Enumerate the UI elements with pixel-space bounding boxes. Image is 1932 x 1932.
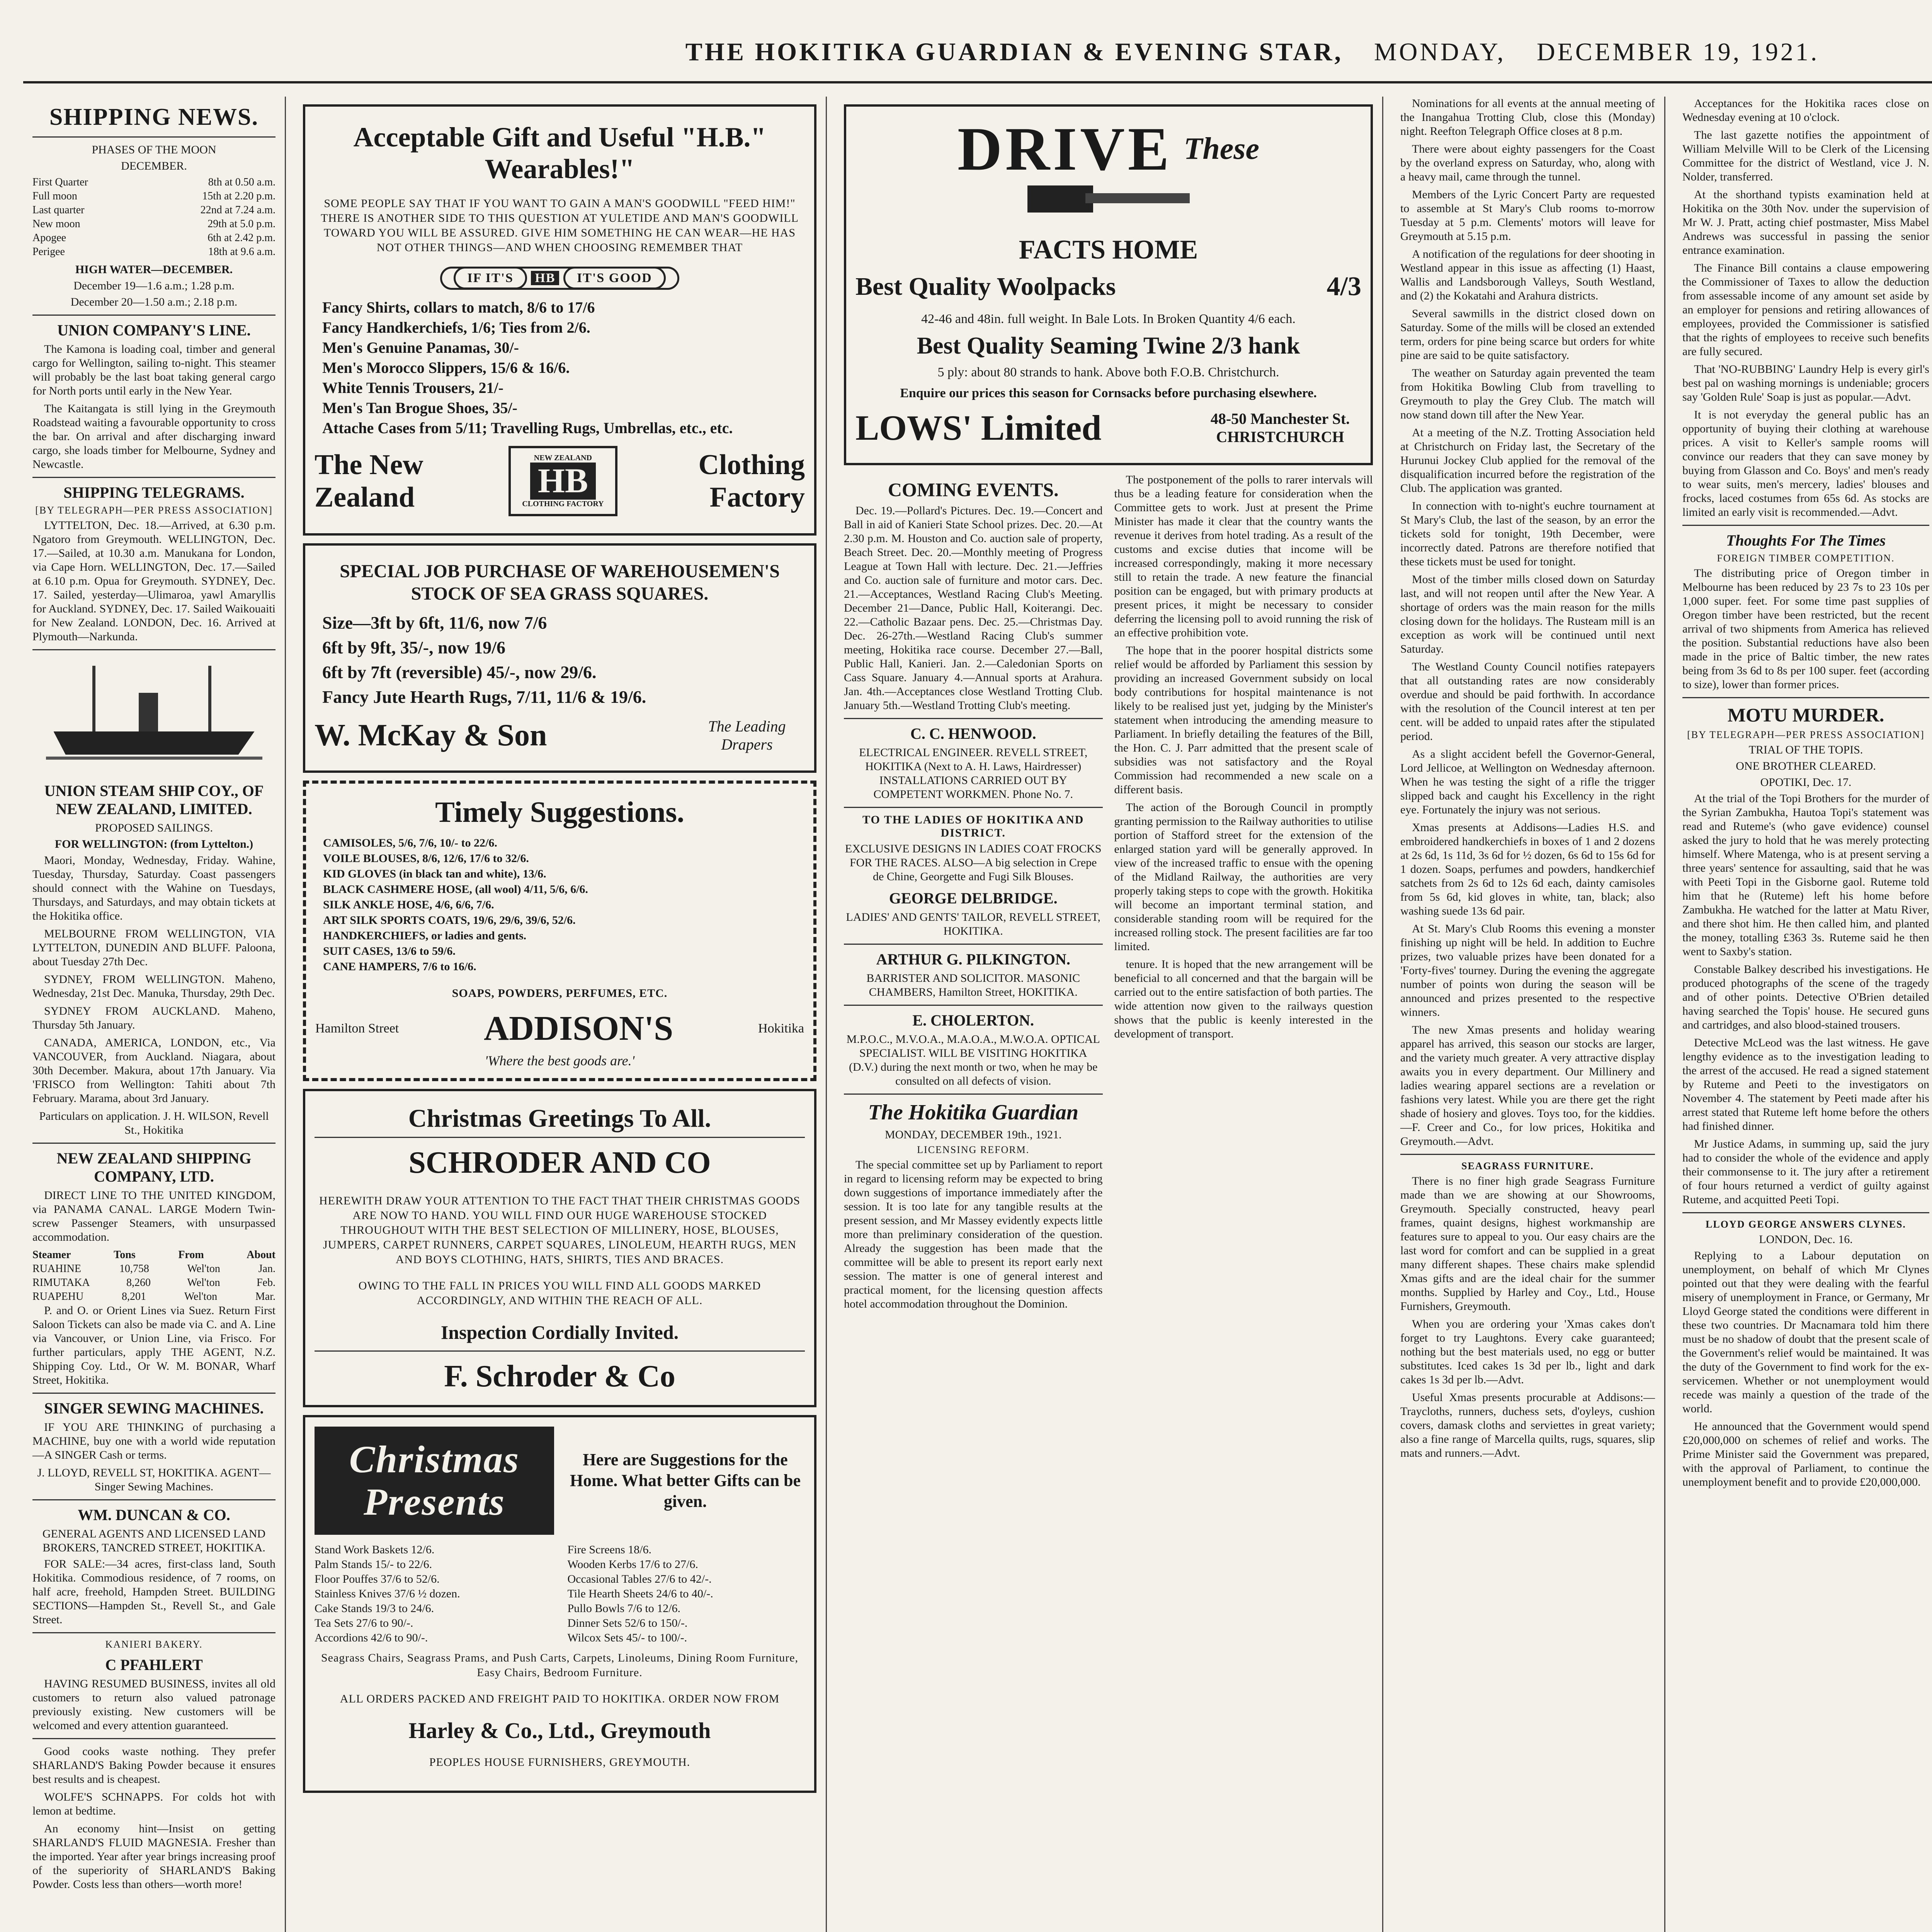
harley-list-item: Pullo Bowls 7/6 to 12/6.: [567, 1602, 681, 1615]
for-wellington: FOR WELLINGTON: (from Lyttelton.): [54, 838, 253, 850]
nzsc-paragraph: DIRECT LINE TO THE UNITED KINGDOM, via PANAMA CANAL. LARGE Modern Twin-screw Passenger Steamers, with unsurpassed accommodation.: [32, 1189, 276, 1243]
hb-list-item: White Tennis Trousers, 21/-: [322, 379, 503, 396]
henwood-text: ELECTRICAL ENGINEER. REVELL STREET, HOKITIKA (Next to A. H. Laws, Hairdresser) INSTALLATIONS CARRIED OUT BY COMPETENT WORKMEN. Phone No. 7.: [859, 746, 1088, 801]
harley-list-item: Dinner Sets 52/6 to 150/-.: [567, 1617, 688, 1629]
facts-home: FACTS HOME: [1019, 235, 1198, 265]
moon-table: [32, 175, 276, 259]
motu-dateline: OPOTIKI, Dec. 17.: [1760, 776, 1852, 789]
woolfe-paragraph: WOLFE'S SCHNAPPS. For colds hot with lemon at bedtime.: [32, 1791, 276, 1817]
mckay-list-item: Size—3ft by 6ft, 11/6, now 7/6: [322, 613, 547, 633]
mckay-list-item: Fancy Jute Hearth Rugs, 7/11, 11/6 & 19/6.: [322, 687, 646, 707]
steamer-row: RIMUTAKA 8,260 Wel'ton Feb.: [32, 1277, 276, 1289]
delbridge-text: LADIES' AND GENTS' TAILOR, REVELL STREET, HOKITIKA.: [846, 911, 1101, 937]
nzsc-note: P. and O. or Orient Lines via Suez. Return First Saloon Tickets can also be made via C. and A. Line via Vancouver, or Union Line, via Frisco. For further particulars, apply THE AGENT, N.Z. Shipping Coy. Ltd., Or W. M. BONAR, Wharf Street, Hokitika.: [32, 1304, 276, 1386]
guardian-date: MONDAY, DECEMBER 19th., 1921.: [884, 1128, 1062, 1141]
foreign-heading: FOREIGN TIMBER COMPETITION.: [1717, 553, 1895, 564]
sydney-wellington-paragraph: SYDNEY, FROM WELLINGTON. Maheno, Wednesday, 21st Dec. Manuka, Thursday, 29th Dec.: [32, 973, 276, 1000]
lows-address: 48-50 Manchester St. CHRISTCHURCH: [1210, 410, 1350, 446]
moon-row: New moon 29th at 5.0 p.m.: [32, 218, 276, 230]
guardian-masthead: The Hokitika Guardian: [868, 1100, 1079, 1124]
steamer-table-header: Steamer Tons From About: [32, 1249, 276, 1261]
timely-list: [323, 835, 796, 975]
henwood-name: C. C. HENWOOD.: [910, 725, 1036, 742]
hb-intro: SOME PEOPLE SAY THAT IF YOU WANT TO GAIN A MAN'S GOODWILL "FEED HIM!" THERE IS ANOTHER SIDE TO THIS QUESTION AT YULETIDE AND MAN'S GOODWILL TOWARD YOU WILL BE ASSURED. GIVE HIM SOMETHING HE CAN WEAR—HE HAS NOT OTHER THINGS—AND WHEN CHOOSING REMEMBER THAT: [321, 197, 799, 254]
hb-footer: [315, 446, 805, 516]
hammer-icon: [1027, 185, 1190, 232]
news-item: In connection with to-night's euchre tournament at St Mary's Club, the last of the season, by an error the tickets sold for tonight, 19th December, were incorrectly dated. Patrons are therefore notified that these tickets must be used for tonight.: [1400, 500, 1655, 568]
news-item: When you are ordering your 'Xmas cakes don't forget to try Laughtons. Every cake guaranteed; nothing but the best materials used, no egg or butter substitutes. Iced cakes 1s 3d per lb., light and dark cakes 1s 3d per lb.—Advt.: [1400, 1318, 1655, 1386]
bakery-heading: KANIERI BAKERY.: [105, 1639, 203, 1650]
motu-paragraph: Constable Balkey described his investigations. He produced photographs of the scene of the tragedy and of other points. Detective O'Brien detailed having searched the Topis' house. He secured guns and cartridges, and also blood-stained trousers.: [1682, 963, 1929, 1031]
harley-list-item: Occasional Tables 27/6 to 42/-.: [567, 1573, 712, 1585]
moon-row: Last quarter 22nd at 7.24 a.m.: [32, 204, 276, 216]
schroder-name: SCHRODER AND CO: [408, 1146, 711, 1180]
motu-paragraph: Detective McLeod was the last witness. He gave lengthy evidence as to the investigation leading to the arrest of the accused. He read a signed statement by Ruteme and Peeti to the investigators on November 4. The statement by Peeti made after his arrest stated that Ruteme left home before the others had finished dinner.: [1682, 1036, 1929, 1133]
news-item: The last gazette notifies the appointment of William Melville Will to be Clerk of the Licensing Committee for the district of Westland, vice J. N. Nolder, transferred.: [1682, 129, 1929, 183]
harley-list-item: Wooden Kerbs 17/6 to 27/6.: [567, 1558, 698, 1571]
clynes-paragraph: He announced that the Government would spend £20,000,000 on schemes of relief and works. The Prime Minister said the Government was prepared, with the approval of Parliament, to continue the unemployment benefit and to provide £20,000,000.: [1682, 1420, 1929, 1488]
motu-cleared: ONE BROTHER CLEARED.: [1736, 760, 1876, 772]
canada-paragraph: CANADA, AMERICA, LONDON, etc., Via VANCOUVER, from Auckland. Niagara, about 30th December. Makura, about 17th January. Via 'FRISCO from Wellington: Tahiti about 7th February. Marama, about 3rd January.: [32, 1036, 276, 1105]
moon-heading: PHASES OF THE MOON: [92, 143, 216, 156]
news-item: It is not everyday the general public has an opportunity of buying their clothing at warehouse prices. A visit to Keller's sample rooms will convince our readers that they can save money by buying from Glasson and Co. Boys' and men's ready to wear suits, men's mercery, ladies' blouses and frocks, laced costumes from 65s 6d. As stocks are limited an early visit is recommended.—Advt.: [1682, 408, 1929, 519]
harley-list-item: Cake Stands 19/3 to 24/6.: [315, 1602, 434, 1615]
lows-advertisement: [844, 104, 1373, 465]
usco-title: UNION STEAM SHIP COY., OF NEW ZEALAND, LIMITED.: [44, 782, 264, 818]
twine-line: Best Quality Seaming Twine 2/3 hank: [917, 333, 1300, 359]
hb-price-list: [322, 298, 797, 438]
cholerton-name: E. CHOLERTON.: [912, 1012, 1034, 1029]
hospital-paragraph: The hope that in the poorer hospital districts some relief would be afforded by Parliament this session by providing an increased Government subsidy on local body contributions for hospital maintenance is not likely to be realised just yet, judging by the Minister's statement when introducing the amending measure to Parliament. In briefly detailing the features of the Bill, the Hon. C. J. Parr admitted that the present scale of subsidies was not satisfactory and the Royal Commission had recommended a new scale on a different basis.: [1114, 644, 1373, 796]
seagrass-heading: SEAGRASS FURNITURE.: [1461, 1160, 1594, 1172]
drive-headline: DRIVE: [957, 114, 1172, 183]
paper-day: MONDAY,: [1374, 38, 1506, 66]
timely-list-item: CANE HAMPERS, 7/6 to 16/6.: [323, 960, 476, 973]
newspaper-page: [23, 23, 1932, 1932]
harley-list-item: Accordions 42/6 to 90/-.: [315, 1631, 428, 1644]
timely-list-item: HANDKERCHIEFS, or ladies and gents.: [323, 929, 527, 942]
hb-title: Acceptable Gift and Useful "H.B." Wearables!": [353, 122, 766, 184]
borough-paragraph: The action of the Borough Council in promptly granting permission to the Railway authorities to utilise portion of Stafford street for the extension of the enlarged station yard will be generally approved. In view of the increased traffic to ensue with the opening of the Midland Railway, the authorities are very properly taking steps to cope with the growth. Hokitika will become an important terminal station, and considerable standing room will be required for the increased rolling stock. The present facilities are far too limited.: [1114, 801, 1373, 953]
mckay-advertisement: [303, 543, 816, 773]
harley-subtitle: PEOPLES HOUSE FURNISHERS, GREYMOUTH.: [429, 1756, 690, 1769]
news-item: A notification of the regulations for deer shooting in Westland appear in this issue as affecting (1) Haast, Wallis and Landsborough Valleys, South Westland, and (2) the Kokatahi and Arahura districts.: [1400, 248, 1655, 302]
addison-advertisement: [303, 781, 816, 1081]
nzsc-title: NEW ZEALAND SHIPPING COMPANY, LTD.: [56, 1150, 252, 1185]
telegrams-heading: SHIPPING TELEGRAMS.: [63, 484, 245, 501]
high-water-row: December 19—1.6 a.m.; 1.28 p.m.: [73, 279, 235, 292]
clynes-heading: LLOYD GEORGE ANSWERS CLYNES.: [1706, 1219, 1906, 1230]
harley-list-item: Fire Screens 18/6.: [567, 1543, 651, 1556]
news-item: That 'NO-RUBBING' Laundry Help is every girl's best pal on washing mornings is undeniable; grocers say 'Golden Rule' Soap is just as popular.—Advt.: [1682, 363, 1929, 403]
schroder-invite: Inspection Cordially Invited.: [440, 1321, 679, 1343]
licensing-paragraph: The special committee set up by Parliament to report in regard to licensing reform may be expected to bring down suggestions of importance immediately after the session. It is too late for any tangible results at the present session, and Mr Massey evidently expects little more than preliminary consideration of the question. Already the suggestion has been made that the committee will be able to present its report early next session. The matter is one of general interest and practical moment, for the licensing question affects hotel accommodation throughout the Dominion.: [844, 1158, 1103, 1310]
twine-detail: 5 ply: about 80 strands to hank. Above both F.O.B. Christchurch.: [937, 365, 1279, 379]
news-item: Members of the Lyric Concert Party are requested to assemble at St Mary's Club rooms to-morrow Tuesday at 5 p.m. Clements' motors will leave for Greymouth at 5.15 p.m.: [1400, 188, 1655, 243]
twine-note: Enquire our prices this season for Cornsacks before purchasing elsewhere.: [900, 386, 1317, 400]
press-credit: [BY TELEGRAPH—PER PRESS ASSOCIATION]: [35, 505, 273, 516]
mckay-name: W. McKay & Son: [315, 718, 547, 752]
cooks-paragraph: Good cooks waste nothing. They prefer SHARLAND'S Baking Powder because it ensures best results and is cheapest.: [32, 1745, 276, 1786]
harley-price-list: [315, 1543, 805, 1645]
timely-list-item: KID GLOVES (in black tan and white), 13/6.: [323, 867, 546, 880]
news-item: At a meeting of the N.Z. Trotting Association held at Christchurch on Friday last, the Secretary of the Hurunui Jockey Club applied for the removal of the disqualification incurred before the registration of the Club. The application was granted.: [1400, 426, 1655, 495]
hb-list-item: Fancy Shirts, collars to match, 8/6 to 17/6: [322, 299, 595, 316]
hb-slogan: IF IT'S HB IT'S GOOD: [315, 267, 805, 290]
column-advertisements: [294, 97, 827, 1932]
motu-press: [BY TELEGRAPH—PER PRESS ASSOCIATION]: [1687, 729, 1925, 740]
duncan-title: WM. DUNCAN & CO.: [78, 1506, 230, 1524]
shipping-news-heading: SHIPPING NEWS.: [49, 104, 259, 130]
harley-list-item: Tile Hearth Sheets 24/6 to 40/-.: [567, 1587, 713, 1600]
hb-logo: NEW ZEALAND HB CLOTHING FACTORY: [509, 446, 617, 516]
postponement-paragraph: The postponement of the polls to rarer intervals will thus be a leading feature for consideration when the Committee gets to work. Just at present the Prime Minister has made it clear that the country wants the revenue it derives from hotel trading. As a result of the customs and excise duties that income will be increased correspondingly, making it more necessary still to retain the trade. A new feature the financial position can be engaged, but with primary products at present prices, it might be necessary to consider deferring the licensing poll to avoid running the risk of an effective prohibition vote.: [1114, 473, 1373, 639]
timely-list-item: ART SILK SPORTS COATS, 19/6, 29/6, 39/6, 52/6.: [323, 914, 576, 927]
timely-list-item: VOILE BLOUSES, 8/6, 12/6, 17/6 to 32/6.: [323, 852, 529, 865]
pilkington-text: BARRISTER AND SOLICITOR. MASONIC CHAMBERS, Hamilton Street, HOKITIKA.: [866, 972, 1080, 998]
mckay-footer: [315, 717, 805, 753]
singer-paragraph: IF YOU ARE THINKING of purchasing a MACHINE, buy one with a world wide reputation—A SINGER Cash or terms.: [32, 1421, 276, 1461]
union-paragraph: The Kamona is loading coal, timber and general cargo for Wellington, sailing to-night. This steamer will probably be the last boat taking general cargo for North ports until early in the New Year.: [32, 343, 276, 397]
schroder-greeting: Christmas Greetings To All.: [408, 1104, 711, 1133]
cholerton-text: M.P.O.C., M.V.O.A., M.A.O.A., M.W.O.A. OPTICAL SPECIALIST. WILL BE VISITING HOKITIKA (D.V.) during the next month or two, when he may be consulted on all defects of vision.: [846, 1033, 1100, 1087]
lloyd-agent: J. LLOYD, REVELL ST, HOKITIKA. AGENT—Singer Sewing Machines.: [37, 1466, 271, 1493]
pfahlert-name: C PFAHLERT: [105, 1656, 203, 1673]
addison-slogan: 'Where the best goods are.': [485, 1053, 635, 1068]
paper-date: DECEMBER 19, 1921.: [1536, 38, 1820, 66]
duncan-sale: FOR SALE:—34 acres, first-class land, South Hokitika. Commodious residence, of 7 rooms, on half acre, freehold, Hampden Street. BUILDING SECTIONS—Hampden St., Revell St., and Gale Street.: [32, 1558, 276, 1626]
moon-row: Full moon 15th at 2.20 p.m.: [32, 190, 276, 202]
hb-list-item: Attache Cases from 5/11; Travelling Rugs, Umbrellas, etc., etc.: [322, 419, 733, 437]
news-item: Acceptances for the Hokitika races close on Wednesday evening at 10 o'clock.: [1682, 97, 1929, 124]
proposed-sailings: PROPOSED SAILINGS.: [95, 821, 213, 834]
pfahlert-paragraph: HAVING RESUMED BUSINESS, invites all old customers to return also valued patronage previously existing. New customers will be welcomed and every attention guaranteed.: [32, 1677, 276, 1732]
steamer-row: RUAHINE 10,758 Wel'ton Jan.: [32, 1263, 276, 1275]
hb-advertisement: [303, 104, 816, 536]
news-item: The Finance Bill contains a clause empowering the Commissioner of Taxes to allow the deduction from assessable income of any amount set aside by an employer for pensions and retiring allowances of employees, provided the Commissioner is satisfied that the rights of employees to receive such benefits are fully secured.: [1682, 262, 1929, 358]
paper-title: THE HOKITIKA GUARDIAN & EVENING STAR,: [685, 38, 1344, 66]
clynes-dateline: LONDON, Dec. 16.: [1759, 1233, 1853, 1246]
timely-list-item: CAMISOLES, 5/6, 7/6, 10/- to 22/6.: [323, 837, 497, 849]
timely-soaps: SOAPS, POWDERS, PERFUMES, ETC.: [452, 987, 668, 1000]
these-word: These: [1184, 131, 1260, 166]
news-item: At the shorthand typists examination held at Hokitika on the 30th Nov. under the supervision of Mr W. J. Pratt, acting chief postmaster, Miss Mabel Andrews was successful in passing the senior entrance examination.: [1682, 188, 1929, 257]
moon-row: Perigee 18th at 9.6 a.m.: [32, 246, 276, 258]
hb-footer-left: The New Zealand: [315, 449, 423, 513]
hb-list-item: Men's Morocco Slippers, 15/6 & 16/6.: [322, 359, 570, 376]
clynes-paragraph: Replying to a Labour deputation on unemployment, on behalf of which Mr Clynes pointed out that they were dealing with the fearful misery of unemployment in France, or Germany, Mr Lloyd George stated the conditions were different in these two countries. Dr Macnamara told him there must be no shadow of doubt that the present scale of the Government's relief would be maintained. It was the duty of the Government to find work for the ex-servicemen. Whether or not unemployment would recede was mainly a question of the trade of the world.: [1682, 1249, 1929, 1415]
steamer-row: RUAPEHU 8,201 Wel'ton Mar.: [32, 1291, 276, 1303]
harley-list-item: Wilcox Sets 45/- to 100/-.: [567, 1631, 687, 1644]
harley-orders: ALL ORDERS PACKED AND FREIGHT PAID TO HOKITIKA. ORDER NOW FROM: [340, 1692, 780, 1705]
motu-heading: MOTU MURDER.: [1727, 704, 1884, 726]
moon-row: First Quarter 8th at 0.50 a.m.: [32, 176, 276, 188]
lows-name: LOWS' Limited: [855, 408, 1102, 447]
wellington-paragraph: Maori, Monday, Wednesday, Friday. Wahine, Tuesday, Thursday, Saturday. Coast passengers should connect with the Wahine on Tuesdays, Thursdays, and Saturdays, and may obtain tickets at the Hokitika office.: [32, 854, 276, 922]
high-water-row: December 20—1.50 a.m.; 2.18 p.m.: [70, 296, 238, 308]
schroder-fall: OWING TO THE FALL IN PRICES YOU WILL FIND ALL GOODS MARKED ACCORDINGLY, AND WITHIN THE REACH OF ALL.: [358, 1279, 761, 1307]
harley-name: Harley & Co., Ltd., Greymouth: [408, 1718, 711, 1743]
harley-list-item: Stand Work Baskets 12/6.: [315, 1543, 435, 1556]
harley-list-item: Floor Pouffes 37/6 to 52/6.: [315, 1573, 440, 1585]
mckay-title: SPECIAL JOB PURCHASE OF WAREHOUSEMEN'S STOCK OF SEA GRASS SQUARES.: [340, 561, 780, 604]
pilkington-name: ARTHUR G. PILKINGTON.: [876, 951, 1070, 968]
coming-events-list: Dec. 19.—Pollard's Pictures. Dec. 19.—Concert and Ball in aid of Kanieri State School prizes. Dec. 20.—At 2.30 p.m. M. Houston and Co. auction sale of property, Beach Street. Dec. 20.—Monthly meeting of Progress League at Town Hall with lecture. Dec. 21.—Jeffries and Co. auction sale of furniture and motor cars. Dec. 21.—Acceptances, Westland Racing Club's Meeting. December 21—Dance, Public Hall, Koiterangi. Dec. 22.—Catholic Bazaar pens. Dec. 25.—Christmas Day. Dec. 26-27th.—Westland Racing Club's summer meeting, Hokitika race course. December 27.—Ball, Public Hall, Kanieri. Jan. 2.—Caledonian Sports on Cass Square. January 4.—Annual sports at Arahura. Jan. 4th.—Acceptances close Westland Trotting Club. January 5th.—Westland Trotting Club's meeting.: [844, 504, 1103, 712]
licensing-heading: LICENSING REFORM.: [917, 1144, 1030, 1155]
news-item: Useful Xmas presents procurable at Addisons:—Traycloths, runners, duchess sets, d'oyleys, cushion covers, damask cloths and serviettes in great variety; also a fine range of Marcella quilts, rugs, squares, slip mats and runners.—Advt.: [1400, 1391, 1655, 1459]
telegrams-paragraph: LYTTELTON, Dec. 18.—Arrived, at 6.30 p.m. Ngatoro from Greymouth. WELLINGTON, Dec. 17.—Sailed, at 10.30 a.m. Manukana for London, via Cape Horn. WELLINGTON, Dec. 17.—Sailed at 6.10 p.m. Opua for Greymouth. SYDNEY, Dec. 17. Sailed, yesterday—Ulimaroa, yawl Amaryllis for Auckland. SYDNEY, Dec. 17. Sailed Waikouaiti for New Zealand. LONDON, Dec. 16. Arrived at Plymouth—Narkunda.: [32, 519, 276, 643]
motu-trial: TRIAL OF THE TOPIS.: [1748, 743, 1863, 756]
schroder-signature: F. Schroder & Co: [444, 1359, 675, 1393]
woolpacks-detail: 42-46 and 48in. full weight. In Bale Lots. In Broken Quantity 4/6 each.: [921, 312, 1296, 326]
schroder-advertisement: [303, 1089, 816, 1407]
column-news-and-motu: [1673, 97, 1932, 1932]
mckay-price-list: [322, 611, 797, 709]
moon-month: DECEMBER.: [121, 160, 187, 172]
sydney-auckland-paragraph: SYDNEY FROM AUCKLAND. Maheno, Thursday 5th January.: [32, 1005, 276, 1031]
motu-paragraph: Mr Justice Adams, in summing up, said the jury had to consider the whole of the evidence and apply their commonsense to it. The jury after a retirement of four hours returned a verdict of guilty against Ruteme, and acquitted Peeti Topi.: [1682, 1138, 1929, 1206]
schroder-text: HEREWITH DRAW YOUR ATTENTION TO THE FACT THAT THEIR CHRISTMAS GOODS ARE NOW TO HAND. YOU WILL FIND OUR HUGE WAREHOUSE STOCKED THROUGHOUT WITH THE BEST SELECTION OF MILLINERY, HOSE, BLOUSES, JUMPERS, CARPET RUNNERS, CARPET SQUARES, LINOLEUM, HEARTH RUGS, MEN AND BOYS CLOTHING, HATS, SHIRTS, TIES AND BRACES.: [319, 1194, 801, 1266]
addison-footer: Hamilton Street ADDISON'S Hokitika: [315, 1009, 804, 1048]
moon-row: Apogee 6th at 2.42 p.m.: [32, 232, 276, 244]
harley-advertisement: [303, 1415, 816, 1793]
woolpacks-line: Best Quality Woolpacks: [855, 272, 1116, 301]
news-item: At St. Mary's Club Rooms this evening a monster finishing up night will be held. In addition to Euchre prizes, two valuable prizes have been donated for a 'Forty-fives' tourney. During the evening the aggregate number of points won during the season will be announced and prizes presented to the respective winners.: [1400, 922, 1655, 1019]
timely-list-item: BLACK CASHMERE HOSE, (all wool) 4/11, 5/6, 6/6.: [323, 883, 588, 896]
news-item: The weather on Saturday again prevented the team from Hokitika Bowling Club from travelling to Greymouth to play the Grey Club. The match will now stand down till after the New Year.: [1400, 367, 1655, 421]
column-local-news: [1391, 97, 1665, 1932]
steamship-illustration: [46, 658, 262, 774]
harley-list-item: Tea Sets 27/6 to 90/-.: [315, 1617, 413, 1629]
news-item: Several sawmills in the district closed down on Saturday. Some of the mills will be closed an extended term, orders for pine being scarce but orders for white pine are said to be quite satisfactory.: [1400, 307, 1655, 362]
kaitangata-paragraph: The Kaitangata is still lying in the Greymouth Roadstead waiting a favourable opportunity to cross the bar. On arrival and after discharging inward cargo, she loads timber for Melbourne, Sydney and Newcastle.: [32, 402, 276, 471]
union-line-heading: UNION COMPANY'S LINE.: [57, 321, 251, 339]
harley-chairs: Seagrass Chairs, Seagrass Prams, and Push Carts, Carpets, Linoleums, Dining Room Furniture, Easy Chairs, Bedroom Furniture.: [321, 1651, 799, 1679]
coming-events-heading: COMING EVENTS.: [888, 479, 1059, 500]
hb-list-item: Men's Tan Brogue Shoes, 35/-: [322, 399, 517, 417]
duncan-subtitle: GENERAL AGENTS AND LICENSED LAND BROKERS, TANCRED STREET, HOKITIKA.: [42, 1527, 266, 1554]
timely-title: Timely Suggestions.: [435, 796, 684, 828]
column-lows-and-editorial: [835, 97, 1383, 1932]
melbourne-paragraph: MELBOURNE FROM WELLINGTON, VIA LYTTELTON, DUNEDIN AND BLUFF. Paloona, about Tuesday 27th Dec.: [32, 927, 276, 968]
addison-name: ADDISON'S: [484, 1009, 673, 1048]
particulars: Particulars on application. J. H. WILSON, Revell St., Hokitika: [39, 1110, 269, 1136]
delbridge-name: GEORGE DELBRIDGE.: [889, 889, 1058, 907]
masthead: [23, 23, 1932, 83]
harley-list-item: Stainless Knives 37/6 ½ dozen.: [315, 1587, 460, 1600]
thoughts-heading: Thoughts For The Times: [1726, 532, 1886, 549]
tenure-paragraph: tenure. It is hoped that the new arrangement will be beneficial to all concerned and that the bargain will be carried out to the entire satisfaction of both parties. The wide attention now given to the railways question shows that the public is keenly interested in the development of transport.: [1114, 958, 1373, 1040]
news-item: The new Xmas presents and holiday wearing apparel has arrived, this season our stocks are larger, and the variety much greater. A very attractive display awaits you in every department. Our Millinery and ladies wearing apparel sections are a revelation or fashions very latest. While you are there get the right shade of hosiery and gloves. Toys too, for the kiddies.—F. Creer and Co., for low prices, Hokitika and Greymouth.—Advt.: [1400, 1024, 1655, 1148]
seagrass-paragraph: There is no finer high grade Seagrass Furniture made than we are showing at our Showrooms, Greymouth. Specially constructed, heavy pearl frames, quaint designs, highest workmanship are features sure to appeal to you. Our easy chairs are the last word for comfort and can be supplied in a great many different shapes. These chairs make splendid Xmas gifts and are the ideal chair for the summer months. Supplied by Harley and Coy., Ltd., House Furnishers, Greymouth.: [1400, 1175, 1655, 1313]
news-item: There were about eighty passengers for the Coast by the overland express on Saturday, who, along with a heavy mail, came through the tunnel.: [1400, 143, 1655, 183]
high-water-heading: HIGH WATER—DECEMBER.: [75, 263, 233, 276]
singer-title: SINGER SEWING MACHINES.: [44, 1400, 264, 1417]
hb-list-item: Fancy Handkerchiefs, 1/6; Ties from 2/6.: [322, 319, 590, 336]
hb-footer-right: Clothing Factory: [698, 449, 805, 513]
motu-paragraph: At the trial of the Topi Brothers for the murder of the Syrian Zambukha, Hautoa Topi's statement was read and Ruteme's (who gave evidence) counsel asked the jury to hold that he was merely protecting himself. Where Matenga, who is at present serving a three years' sentence for assaulting, said that he was with Peeti Topi in the Gisborne gaol. Ruteme told him that he (Ruteme) left his home before Zambukha. He watched for the latter at Matu River, and there shot him. He then called him, and planted the money, totalling £363 3s. Ruteme said he then went to Saxby's station.: [1682, 792, 1929, 958]
mckay-list-item: 6ft by 9ft, 35/-, now 19/6: [322, 638, 506, 657]
christmas-presents-banner: Christmas Presents: [315, 1427, 554, 1535]
ladies-heading: TO THE LADIES OF HOKITIKA AND DISTRICT.: [862, 813, 1084, 839]
news-item: The Westland County Council notifies ratepayers that all outstanding rates are now considerably overdue and should be paid forthwith. In accordance with the resolution of the Council interest at ten per cent. will be added to unpaid rates after the stipulated period.: [1400, 660, 1655, 743]
foreign-paragraph: The distributing price of Oregon timber in Melbourne has been reduced by 23 7s to 23 10s per 1,000 super. feet. For some time past supplies of Oregon timber have been restricted, but the recent arrival of two shipments from America has relieved the position. Substantial reductions have also been made in the price of Baltic timber, the new rates being from 3s 6d to 8s per 100 super. feet (according to size), lower than former prices.: [1682, 567, 1929, 691]
ladies-text: EXCLUSIVE DESIGNS IN LADIES COAT FROCKS FOR THE RACES. ALSO—A big selection in Crepe de Chine, Georgette and Fugi Silk Blouses.: [845, 842, 1102, 883]
magnesia-paragraph: An economy hint—Insist on getting SHARLAND'S FLUID MAGNESIA. Fresher than the imported. Year after year brings increasing proof of the superiority of SHARLAND'S Baking Powder. Costs less than others—worth more!: [32, 1822, 276, 1891]
mckay-list-item: 6ft by 7ft (reversible) 45/-, now 29/6.: [322, 662, 597, 682]
timely-list-item: SUIT CASES, 13/6 to 59/6.: [323, 945, 456, 957]
harley-tagline: Here are Suggestions for the Home. What better Gifts can be given.: [570, 1450, 801, 1511]
news-item: Nominations for all events at the annual meeting of the Inangahua Trotting Club, close this (Monday) night. Reefton Telegraph Office closes at 8 p.m.: [1400, 97, 1655, 138]
timely-list-item: SILK ANKLE HOSE, 4/6, 6/6, 7/6.: [323, 898, 494, 911]
news-item: Xmas presents at Addisons—Ladies H.S. and embroidered handkerchiefs in boxes of 1 and 2 dozens at 2s 6d, 1s 11d, 3s 6d for ½ dozen, 6s 6d to 15s 6d for 1 dozen. Soaps, perfumes and powders, handkerchief satchets from 2s 6d to 12s 6d each, dainty camisoles from 5s 6d, kid gloves in white, tan, black; also washing suede 13s 6d pair.: [1400, 821, 1655, 917]
hb-list-item: Men's Genuine Panamas, 30/-: [322, 339, 519, 356]
news-item: As a slight accident befell the Governor-General, Lord Jellicoe, at Wellington on Wednesday afternoon. When he was testing the sight of a rifle the trigger slipped back and caught his Excellency in the right eye. Fortunately the injury was not serious.: [1400, 748, 1655, 816]
woolpacks-price: 4/3: [1327, 272, 1361, 301]
steamer-table: [32, 1262, 276, 1304]
harley-list-item: Palm Stands 15/- to 22/6.: [315, 1558, 432, 1571]
news-item: Most of the timber mills closed down on Saturday last, and will not reopen until after the New Year. A shortage of orders was the main reason for the mills closing down for the holidays. The Rusteam mill is an exception as work will be continued until next Saturday.: [1400, 573, 1655, 655]
column-shipping: [23, 97, 286, 1932]
mckay-tagline: The Leading Drapers: [708, 718, 786, 753]
